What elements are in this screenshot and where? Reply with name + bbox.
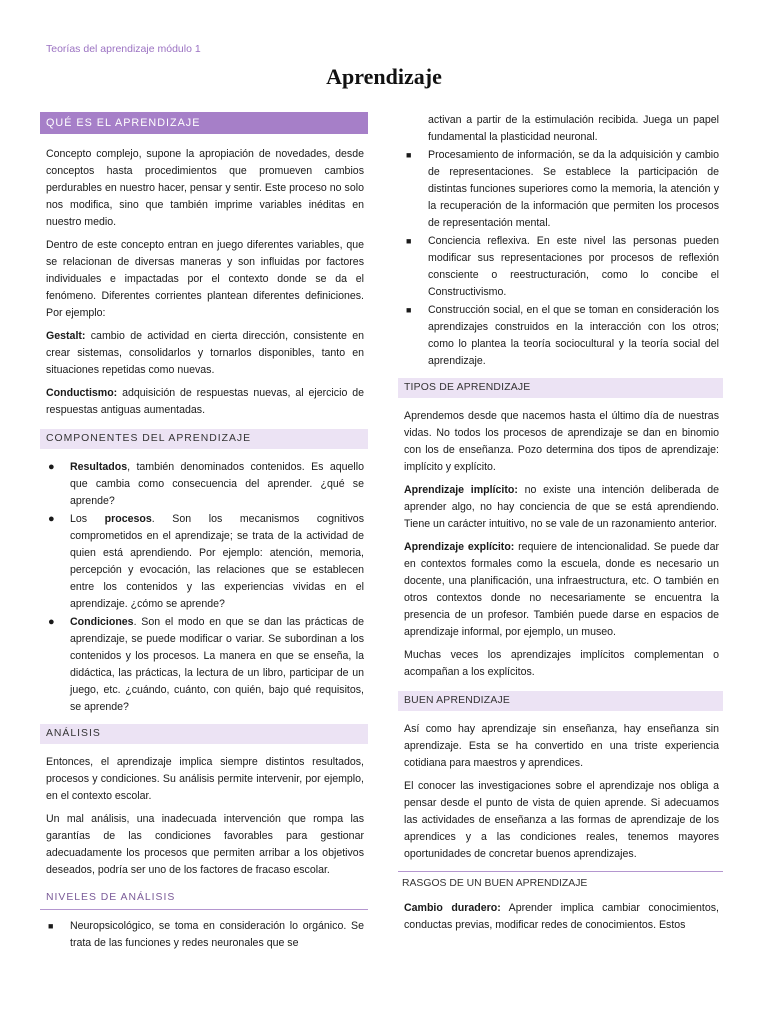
paragraph: Así como hay aprendizaje sin enseñanza, hay enseñanza sin aprendizaje. Esta se ha convertido en una triste experiencia cotidiana para maestros y aprendices.: [404, 723, 719, 769]
section-heading-tipos: TIPOS DE APRENDIZAJE: [398, 378, 723, 398]
list-item: [406, 233, 723, 301]
term: Aprendizaje explícito:: [404, 541, 515, 553]
definition-text: requiere de intencionalidad. Se puede dar en contextos formales como la escuela, donde es necesario un docente, una planificación, una infraestructura, etc. O también en otros contextos donde no necesariamente se encuentra la presencia de un profesor. También puede darse en espacios de aprendizaje informal, por ejemplo, un museo.: [404, 541, 719, 638]
paragraph: Muchas veces los aprendizajes implícitos complementan o acompañan a los explícitos.: [404, 649, 719, 678]
definition-explicito: [398, 539, 723, 641]
term: Conductismo:: [46, 387, 118, 399]
item-text: Los: [70, 513, 105, 525]
definition-text: cambio de actividad en cierta dirección, consistente en crear sistemas, consolidarlos y tornarlos disponibles, tanto en situaciones repetidas como nuevas.: [46, 330, 364, 376]
term: procesos: [104, 513, 152, 525]
components-list: [40, 459, 368, 716]
list-item: [48, 614, 368, 716]
list-item: [48, 511, 368, 613]
list-item: [406, 147, 723, 232]
section-heading-rasgos: RASGOS DE UN BUEN APRENDIZAJE: [398, 871, 723, 892]
right-column: [398, 112, 723, 940]
term: Gestalt:: [46, 330, 86, 342]
list-item: [406, 302, 723, 370]
list-item: [428, 112, 723, 146]
term: Resultados: [70, 461, 128, 473]
paragraph: Aprendemos desde que nacemos hasta el último día de nuestras vidas. No todos los procesos de aprendizaje se dan en binomio con los de enseñanza. Pozo determina dos tipos de aprendizaje: implícito y explícito.: [404, 410, 719, 473]
bullet-icon: ●: [48, 513, 55, 525]
square-bullet-icon: ■: [406, 236, 412, 246]
definition-implicito: [398, 482, 723, 533]
item-text: activan a partir de la estimulación recibida. Juega un papel fundamental la plasticidad neuronal.: [428, 114, 719, 143]
item-text: Procesamiento de información, se da la adquisición y cambio de representaciones. Se establece la participación de distintas funciones superiores como la memoria, la atención y la recuperación de la información que permiten los procesos de representación mental.: [428, 149, 719, 229]
square-bullet-icon: ■: [406, 150, 412, 160]
section-heading-componentes: COMPONENTES DEL APRENDIZAJE: [40, 429, 368, 449]
item-text: Neuropsicológico, se toma en consideración lo orgánico. Se trata de las funciones y redes neuronales que se: [70, 920, 364, 949]
term: Condiciones: [70, 616, 134, 628]
definition-text: adquisición de respuestas nuevas, al ejercicio de respuestas antiguas aumentadas.: [46, 387, 364, 416]
item-text: Conciencia reflexiva. En este nivel las personas pueden modificar sus representaciones por procesos de reflexión consciente o reestructuración, como lo concibe el Constructivismo.: [428, 235, 719, 298]
list-item: [48, 459, 368, 510]
running-header: Teorías del aprendizaje módulo 1: [46, 43, 201, 55]
paragraph: Entonces, el aprendizaje implica siempre distintos resultados, procesos y condiciones. Su análisis permite intervenir, por ejemplo, en el contexto escolar.: [46, 756, 364, 802]
bullet-icon: ●: [48, 616, 55, 628]
definition-text: no existe una intención deliberada de aprender algo, no hay conciencia de que se está aprendiendo. Tiene un carácter intuitivo, no se vale de un razonamiento anterior.: [404, 484, 719, 530]
list-item: [48, 918, 368, 952]
paragraph: Concepto complejo, supone la apropiación de novedades, desde conceptos hasta procedimientos que promueven cambios perdurables en nuestro hacer, pensar y sentir. Este proceso no solo nos modifica, sino que también imprime variables inéditas en nuestro medio.: [46, 148, 364, 228]
definition-gestalt: [40, 328, 368, 379]
square-bullet-icon: ■: [48, 921, 54, 931]
term: Cambio duradero:: [404, 902, 501, 914]
section-heading-buen: BUEN APRENDIZAJE: [398, 691, 723, 711]
section-heading-niveles: NIVELES DE ANÁLISIS: [40, 889, 368, 910]
page-title: Aprendizaje: [326, 64, 442, 89]
item-text: . Son el modo en que se dan las prácticas de aprendizaje, se puede modificar o variar. Se subordinan a los contenidos y los procesos. La manera en que se enseña, la didáctica, las prácticas, la lectura de un libro, participar de un juego, etc. ¿cuándo, cuánto, con quién, bajo qué requisitos, se aprende?: [70, 616, 364, 713]
levels-list: [40, 918, 368, 952]
definition-conductismo: [40, 385, 368, 419]
definition-text: Aprender implica cambiar conocimientos, conductas previas, modificar redes de conocimientos. Estos: [404, 902, 720, 931]
item-text: Construcción social, en el que se toman en consideración los aprendizajes construidos en la interacción con los otros; como lo plantea la teoría sociocultural y la teoría social del aprendizaje.: [428, 304, 719, 367]
left-column: [40, 112, 368, 960]
definition-cambio: [398, 900, 723, 934]
section-heading-que-es: QUÉ ES EL APRENDIZAJE: [40, 112, 368, 134]
paragraph: Dentro de este concepto entran en juego diferentes variables, que se relacionan de diversas maneras y son influidas por factores individuales e impactadas por el contexto donde se da el fenómeno. Diferentes corrientes plantean diferentes definiciones. Por ejemplo:: [46, 239, 364, 319]
square-bullet-icon: ■: [406, 305, 412, 315]
levels-list-continued: [398, 112, 723, 370]
paragraph: Un mal análisis, una inadecuada intervención que rompa las garantías de las condiciones favorables para gestionar adecuadamente los procesos que permiten arribar a los objetivos deseados, podría ser uno de los factores de fracaso escolar.: [46, 813, 364, 876]
paragraph: El conocer las investigaciones sobre el aprendizaje nos obliga a pensar desde el punto de vista de quien aprende. Si adecuamos las actividades de enseñanza a las formas de aprendizaje de los aprendices y a las condiciones reales, tenemos mayores oportunidades de concretar buenos aprendizajes.: [404, 780, 719, 860]
item-text: , también denominados contenidos. Es aquello que cambia como consecuencia del aprender. ¿qué se aprende?: [70, 461, 364, 507]
bullet-icon: ●: [48, 461, 55, 473]
item-text: . Son los mecanismos cognitivos comprometidos en el aprendizaje; se trata de la actividad de quien está aprendiendo. Por ejemplo: atención, memoria, percepción y evocación, las relaciones que se establecen entre los contenidos y las experiencias vividas en el aprendizaje. ¿cómo se aprende?: [70, 513, 364, 610]
section-heading-analisis: ANÁLISIS: [40, 724, 368, 744]
term: Aprendizaje implícito:: [404, 484, 518, 496]
